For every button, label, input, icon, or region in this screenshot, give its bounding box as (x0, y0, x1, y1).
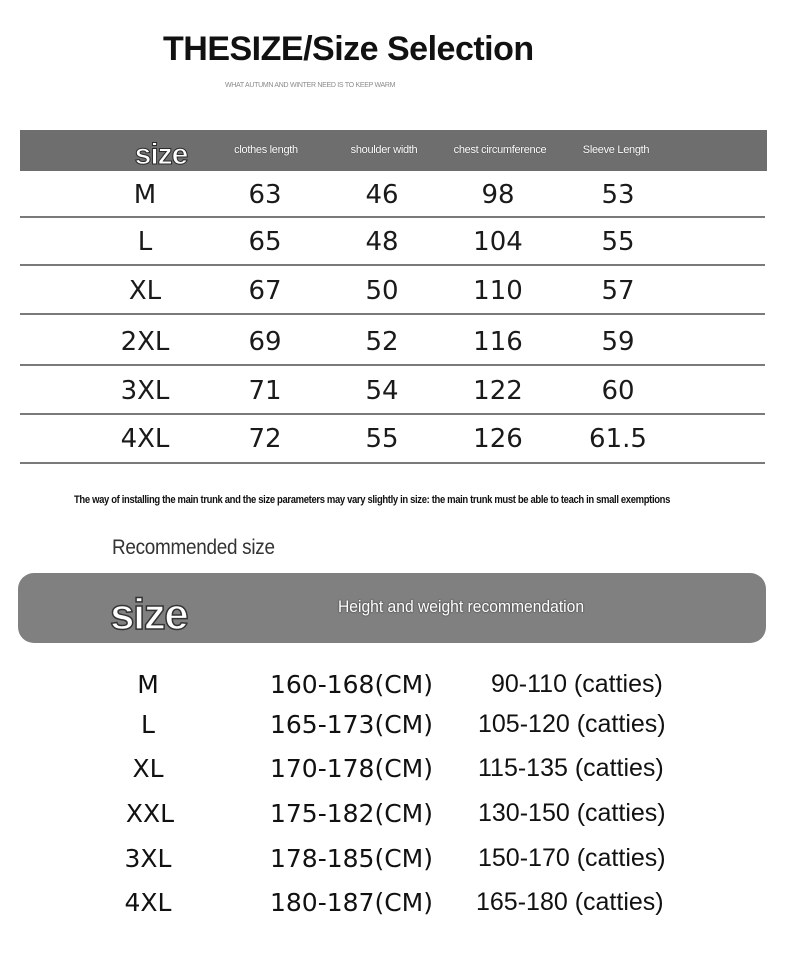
row-sleeve: 59 (601, 327, 635, 357)
size-table-row (20, 218, 767, 266)
size-table-row (20, 267, 767, 315)
row-clothes-length: 63 (248, 180, 282, 210)
header-chest-circumference: chest circumference (453, 144, 547, 156)
row-size: L (137, 227, 153, 257)
row-divider (20, 313, 765, 315)
row-divider (20, 364, 765, 366)
size-table-row (20, 318, 767, 366)
header-shoulder-width: shoulder width (350, 144, 418, 156)
rec-weight: 115-135 (catties) (478, 753, 664, 782)
row-clothes-length: 65 (248, 227, 282, 257)
row-clothes-length: 72 (248, 424, 282, 454)
header-size: size (134, 137, 188, 171)
row-shoulder-width: 50 (365, 276, 399, 306)
size-table-row (20, 367, 767, 415)
rec-weight: 130-150 (catties) (478, 798, 666, 827)
recommended-row (0, 882, 790, 922)
recommended-row (0, 838, 790, 878)
row-chest: 126 (473, 424, 523, 454)
row-shoulder-width: 52 (365, 327, 399, 357)
rec-size: 4XL (124, 887, 172, 917)
rec-size: M (137, 669, 159, 699)
row-shoulder-width: 54 (365, 376, 399, 406)
row-size: 4XL (120, 424, 170, 454)
row-clothes-length: 69 (248, 327, 282, 357)
size-table-header (20, 130, 767, 171)
rec-height: 178-185(CM) (270, 843, 433, 873)
rec-weight: 90-110 (catties) (491, 669, 663, 698)
row-size: 3XL (120, 376, 170, 406)
row-chest: 104 (473, 227, 523, 257)
row-chest: 122 (473, 376, 523, 406)
page-title: THESIZE/Size Selection (163, 30, 534, 68)
row-sleeve: 55 (601, 227, 635, 257)
row-chest: 98 (481, 180, 515, 210)
rec-height: 175-182(CM) (270, 798, 433, 828)
row-shoulder-width: 55 (365, 424, 399, 454)
recommended-title: Recommended size (112, 536, 275, 559)
row-sleeve: 61.5 (589, 424, 647, 454)
row-size: M (133, 180, 157, 210)
row-shoulder-width: 46 (365, 180, 399, 210)
row-sleeve: 60 (601, 376, 635, 406)
size-note: The way of installing the main trunk and the size parameters may vary slightly in size: the main trunk must be able to teach in small exemptions (74, 494, 671, 506)
recommended-row (0, 748, 790, 788)
recommended-row (0, 664, 790, 704)
rec-size: 3XL (124, 843, 172, 873)
rec-height: 165-173(CM) (270, 709, 433, 739)
header-sleeve-length: Sleeve Length (582, 144, 650, 156)
row-shoulder-width: 48 (365, 227, 399, 257)
size-table-row (20, 415, 767, 463)
recommended-header-hw: Height and weight recommendation (338, 597, 585, 616)
row-sleeve: 53 (601, 180, 635, 210)
header-clothes-length: clothes length (234, 144, 298, 156)
row-clothes-length: 71 (248, 376, 282, 406)
rec-weight: 165-180 (catties) (476, 887, 664, 916)
page-subtitle: WHAT AUTUMN AND WINTER NEED IS TO KEEP WARM (225, 82, 396, 89)
row-divider (20, 264, 765, 266)
recommended-header-size: size (110, 590, 188, 639)
recommended-row (0, 704, 790, 744)
rec-height: 180-187(CM) (270, 887, 433, 917)
recommended-row (0, 793, 790, 833)
rec-weight: 105-120 (catties) (478, 709, 666, 738)
rec-size: XL (132, 753, 164, 783)
row-size: XL (128, 276, 162, 306)
row-clothes-length: 67 (248, 276, 282, 306)
row-size: 2XL (120, 327, 170, 357)
row-divider (20, 462, 765, 464)
row-chest: 110 (473, 276, 523, 306)
size-table-row (20, 171, 767, 219)
row-sleeve: 57 (601, 276, 635, 306)
rec-weight: 150-170 (catties) (478, 843, 666, 872)
row-chest: 116 (473, 327, 523, 357)
rec-height: 170-178(CM) (270, 753, 433, 783)
rec-height: 160-168(CM) (270, 669, 433, 699)
rec-size: XXL (125, 798, 175, 828)
rec-size: L (141, 709, 155, 739)
